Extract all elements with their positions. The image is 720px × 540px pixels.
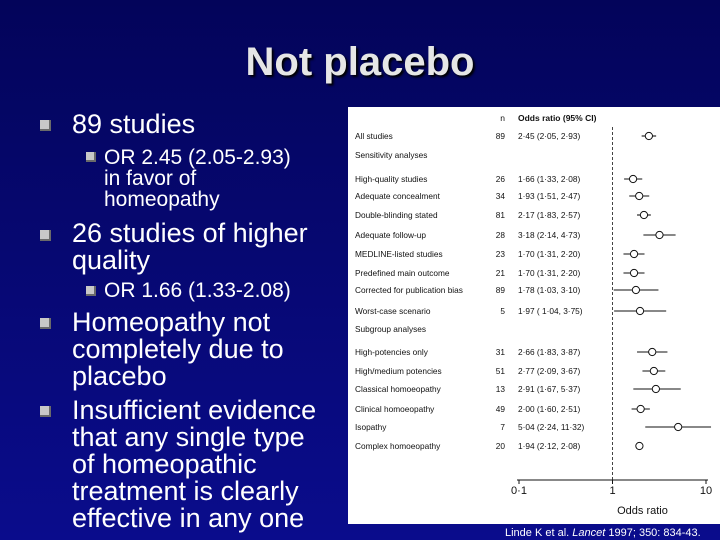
row-or-ci: 1·70 (1·31, 2·20) (518, 249, 581, 259)
bullet-or-all (104, 147, 291, 210)
forest-plot-figure (348, 107, 720, 524)
header-n: n (500, 113, 505, 123)
or-point (630, 250, 637, 257)
citation (505, 527, 701, 539)
row-n: 5 (500, 306, 505, 316)
bullet-line: OR 2.45 (2.05-2.93) (104, 146, 291, 169)
bullet-line: completely due to (72, 334, 284, 364)
bullet-marker (86, 286, 96, 296)
row-or-ci: 2·66 (1·83, 3·87) (518, 347, 581, 357)
row-label: Worst-case scenario (355, 306, 431, 316)
row-label: Adequate follow-up (355, 230, 427, 240)
row-or-ci: 1·70 (1·31, 2·20) (518, 268, 581, 278)
x-tick-label: 0·1 (511, 485, 527, 497)
bullet-not-placebo (72, 309, 284, 390)
row-label: High/medium potencies (355, 366, 442, 376)
bullet-marker (40, 120, 51, 131)
header-odds-ratio: Odds ratio (95% CI) (518, 113, 597, 123)
row-n: 81 (495, 210, 505, 220)
or-point (630, 269, 637, 276)
row-or-ci: 3·18 (2·14, 4·73) (518, 230, 581, 240)
row-or-ci: 1·78 (1·03, 3·10) (518, 285, 581, 295)
row-n: 13 (495, 384, 505, 394)
row-or-ci: 1·66 (1·33, 2·08) (518, 174, 581, 184)
bullet-higher-quality (72, 220, 308, 274)
bullet-line: in favor of (104, 167, 197, 190)
row-or-ci: 5·04 (2·24, 11·32) (518, 422, 585, 432)
bullet-marker (40, 406, 51, 417)
x-axis-label: Odds ratio (617, 505, 668, 517)
or-point (629, 175, 636, 182)
or-point (640, 211, 647, 218)
or-point (636, 307, 643, 314)
bullet-line: 89 studies (72, 109, 196, 139)
bullet-line: treatment is clearly (72, 476, 299, 506)
row-label: Classical homoeopathy (355, 384, 441, 394)
row-n: 21 (495, 268, 505, 278)
bullet-line: placebo (72, 361, 167, 391)
row-or-ci: 1·97 ( 1·04, 3·75) (518, 306, 583, 316)
row-label: Predefined main outcome (355, 268, 450, 278)
bullet-marker (40, 230, 51, 241)
section-label: Subgroup analyses (355, 324, 427, 334)
row-n: 31 (495, 347, 505, 357)
row-label: All studies (355, 131, 393, 141)
or-point (650, 367, 657, 374)
row-or-ci: 2·91 (1·67, 5·37) (518, 384, 581, 394)
bullet-line: that any single type (72, 422, 305, 452)
forest-plot (348, 107, 720, 524)
bullet-list (0, 0, 345, 540)
or-point (675, 423, 682, 430)
row-or-ci: 2·45 (2·05, 2·93) (518, 131, 581, 141)
row-label: High-quality studies (355, 174, 428, 184)
row-n: 20 (495, 441, 505, 451)
bullet-line: of homeopathic (72, 449, 257, 479)
or-point (632, 286, 639, 293)
slide-title: Not placebo (245, 40, 475, 84)
row-or-ci: 2·17 (1·83, 2·57) (518, 210, 581, 220)
row-or-ci: 1·94 (2·12, 2·08) (518, 441, 581, 451)
bullet-insufficient (72, 397, 316, 532)
row-n: 23 (495, 249, 505, 259)
bullet-marker (40, 318, 51, 329)
or-point (656, 231, 663, 238)
bullet-line: 26 studies of higher (72, 218, 308, 248)
bullet-89-studies (72, 111, 195, 138)
row-n: 26 (495, 174, 505, 184)
citation-details: 1997; 350: 834-43. (605, 527, 701, 539)
bullet-line: OR 1.66 (1.33-2.08) (104, 279, 291, 302)
row-n: 89 (495, 131, 505, 141)
row-label: MEDLINE-listed studies (355, 249, 443, 259)
row-label: Corrected for publication bias (355, 285, 463, 295)
or-point (652, 385, 659, 392)
row-n: 49 (495, 404, 505, 414)
or-point (649, 348, 656, 355)
row-n: 34 (495, 191, 505, 201)
row-label: High-potencies only (355, 347, 428, 357)
row-or-ci: 1·93 (1·51, 2·47) (518, 191, 581, 201)
bullet-line: quality (72, 245, 151, 275)
row-n: 89 (495, 285, 505, 295)
bullet-line: effective in any one (72, 503, 305, 533)
bullet-line: Insufficient evidence (72, 395, 317, 425)
or-point (645, 132, 652, 139)
bullet-line: Homeopathy not (72, 307, 271, 337)
bullet-line: homeopathy (104, 188, 220, 211)
section-label: Sensitivity analyses (355, 150, 428, 160)
row-label: Isopathy (355, 422, 387, 432)
row-label: Clinical homoeopathy (355, 404, 435, 414)
row-or-ci: 2·00 (1·60, 2·51) (518, 404, 581, 414)
row-n: 51 (495, 366, 505, 376)
or-point (637, 405, 644, 412)
row-n: 7 (500, 422, 505, 432)
bullet-or-quality (104, 280, 291, 301)
or-point (636, 442, 643, 449)
citation-journal: Lancet (572, 527, 606, 539)
citation-authors: Linde K et al. (505, 527, 573, 539)
x-tick-label: 10 (699, 485, 713, 497)
row-n: 28 (495, 230, 505, 240)
row-label: Complex homoeopathy (355, 441, 441, 451)
x-tick-label: 1 (609, 485, 616, 497)
bullet-marker (86, 152, 96, 162)
row-label: Adequate concealment (355, 191, 440, 201)
row-label: Double-blinding stated (355, 210, 438, 220)
or-point (636, 192, 643, 199)
row-or-ci: 2·77 (2·09, 3·67) (518, 366, 581, 376)
